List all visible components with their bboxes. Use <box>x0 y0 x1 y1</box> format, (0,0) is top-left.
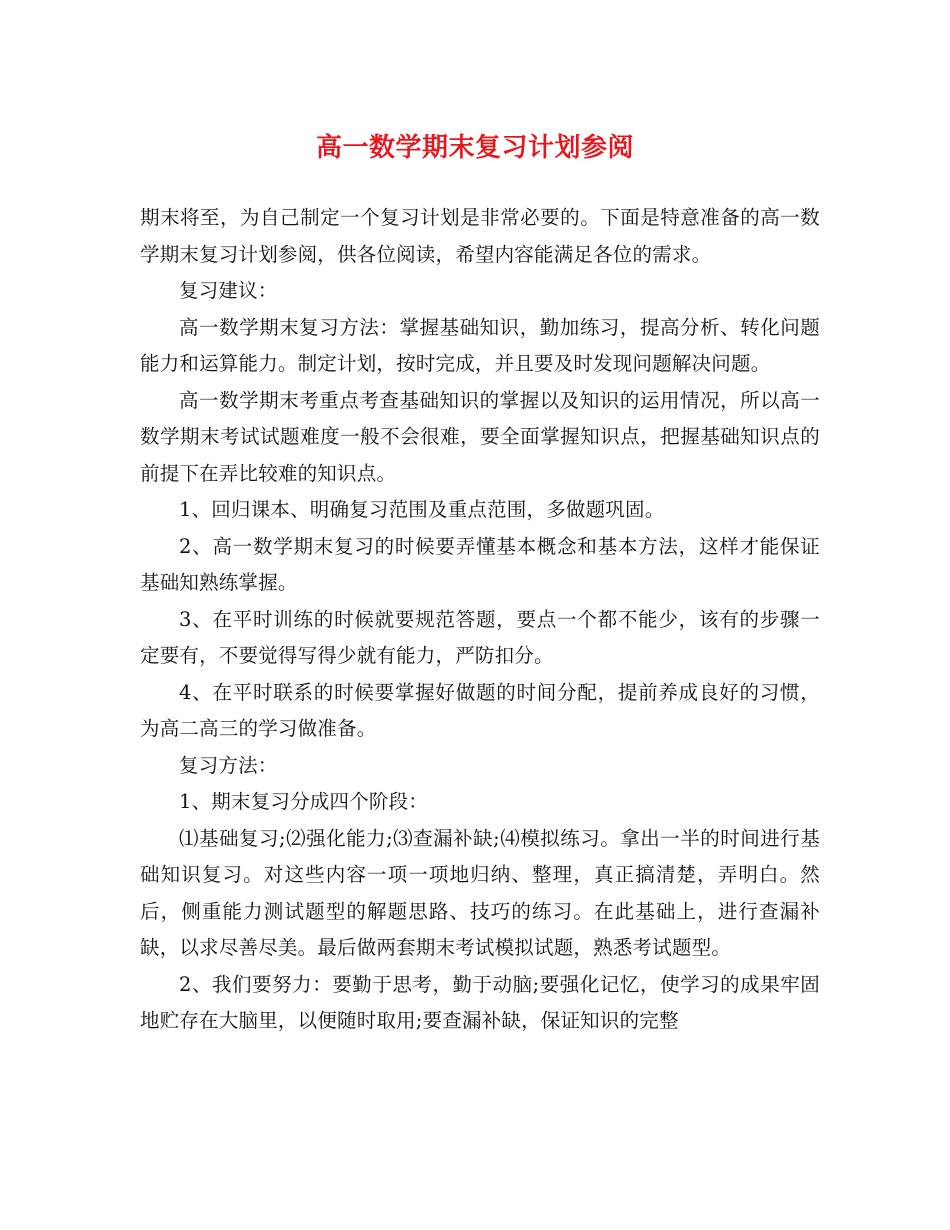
list-item-3: 3、在平时训练的时候就要规范答题，要点一个都不能少，该有的步骤一定要有，不要觉得写得少就有能力，严防扣分。 <box>140 607 820 667</box>
paragraph-methods-summary: 高一数学期末复习方法：掌握基础知识，勤加练习，提高分析、转化问题能力和运算能力。制定计划，按时完成，并且要及时发现问题解决问题。 <box>140 315 820 375</box>
list-item-2: 2、高一数学期末复习的时候要弄懂基本概念和基本方法，这样才能保证基础知熟练掌握。 <box>140 534 820 594</box>
section-heading-methods: 复习方法： <box>179 753 278 777</box>
list-item-1: 1、回归课本、明确复习范围及重点范围，多做题巩固。 <box>179 498 665 521</box>
intro-paragraph: 期末将至，为自己制定一个复习计划是非常必要的。下面是特意准备的高一数学期末复习计划参阅，供各位阅读，希望内容能满足各位的需求。 <box>140 206 820 266</box>
list-item-4: 4、在平时联系的时候要掌握好做题的时间分配，提前养成良好的习惯，为高二高三的学习做准备。 <box>140 680 820 740</box>
method-item-2: 2、我们要努力：要勤于思考，勤于动脑;要强化记忆，使学习的成果牢固地贮存在大脑里，以便随时取用;要查漏补缺，保证知识的完整 <box>140 972 820 1032</box>
paragraph-exam-focus: 高一数学期末考重点考查基础知识的掌握以及知识的运用情况，所以高一数学期末考试试题难度一般不会很难，要全面掌握知识点，把握基础知识点的前提下在弄比较难的知识点。 <box>140 388 820 485</box>
section-heading-suggestions: 复习建议： <box>179 279 278 302</box>
document-title: 高一数学期末复习计划参阅 <box>315 133 634 163</box>
method-item-1: 1、期末复习分成四个阶段： <box>179 790 429 813</box>
method-stages-paragraph: ⑴基础复习;⑵强化能力;⑶查漏补缺;⑷模拟练习。拿出一半的时间进行基础知识复习。对这些内容一项一项地归纳、整理，真正搞清楚，弄明白。然后，侧重能力测试题型的解题思路、技巧的练习。在此基础上，进行查漏补缺，以求尽善尽美。最后做两套期末考试模拟试题，熟悉考试题型。 <box>140 826 820 959</box>
document-body <box>140 200 820 1040</box>
